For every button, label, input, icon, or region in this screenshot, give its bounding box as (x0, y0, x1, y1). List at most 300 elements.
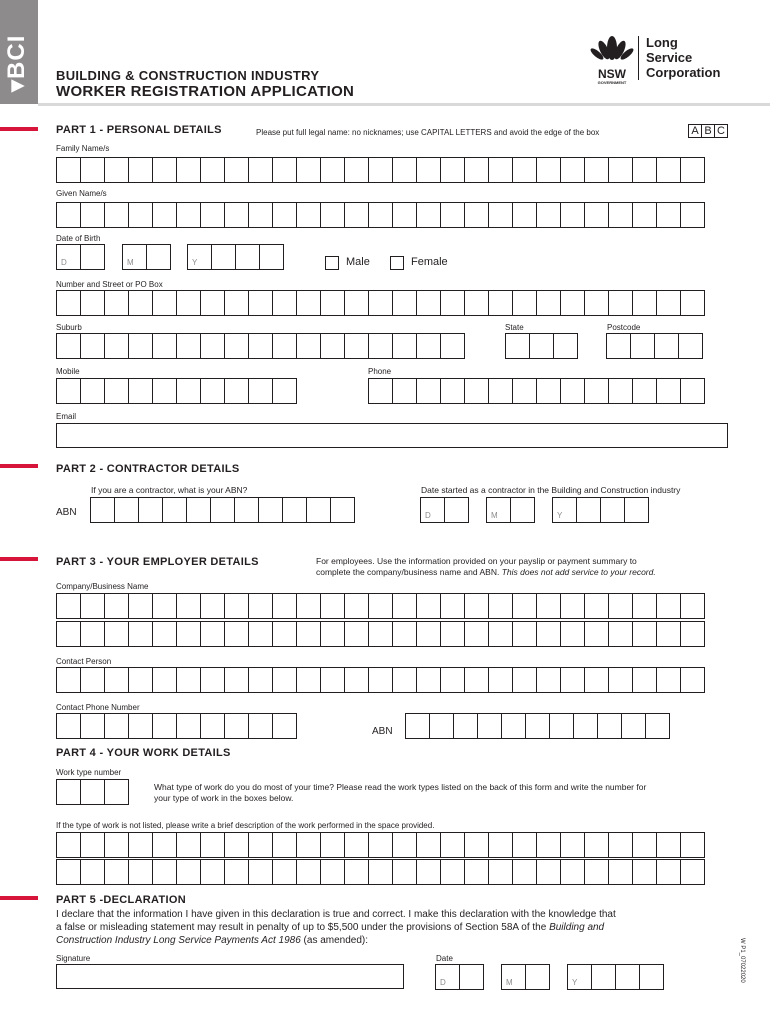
char-box[interactable] (632, 202, 657, 228)
street-field[interactable] (56, 290, 705, 316)
char-box[interactable] (56, 832, 81, 858)
char-box[interactable] (296, 333, 321, 359)
state-field[interactable] (505, 333, 578, 359)
char-box[interactable] (512, 157, 537, 183)
char-box[interactable] (416, 202, 441, 228)
char-box[interactable] (162, 497, 187, 523)
char-box[interactable] (512, 202, 537, 228)
char-box[interactable] (464, 859, 489, 885)
char-box[interactable] (296, 859, 321, 885)
given-name-field[interactable] (56, 202, 705, 228)
char-box[interactable] (80, 713, 105, 739)
char-box[interactable] (330, 497, 355, 523)
char-box[interactable] (560, 593, 585, 619)
char-box[interactable] (368, 378, 393, 404)
char-box[interactable] (80, 593, 105, 619)
char-box[interactable] (248, 290, 273, 316)
char-box[interactable] (56, 157, 81, 183)
char-box[interactable] (505, 333, 530, 359)
family-name-field[interactable] (56, 157, 705, 183)
char-box[interactable] (429, 713, 454, 739)
char-box[interactable] (200, 290, 225, 316)
char-box[interactable] (512, 593, 537, 619)
char-box[interactable] (128, 621, 153, 647)
char-box[interactable] (440, 593, 465, 619)
char-box[interactable] (632, 859, 657, 885)
char-box[interactable] (344, 593, 369, 619)
char-box[interactable] (200, 713, 225, 739)
dob-month-field[interactable] (122, 244, 171, 270)
char-box[interactable] (368, 202, 393, 228)
char-box[interactable] (368, 290, 393, 316)
char-box[interactable] (272, 378, 297, 404)
declaration-date-year[interactable] (567, 964, 664, 990)
char-box[interactable] (248, 202, 273, 228)
char-box[interactable] (176, 832, 201, 858)
char-box[interactable] (608, 202, 633, 228)
char-box[interactable] (200, 333, 225, 359)
char-box[interactable] (440, 667, 465, 693)
char-box[interactable] (416, 290, 441, 316)
char-box[interactable] (282, 497, 307, 523)
char-box[interactable] (104, 713, 129, 739)
char-box[interactable] (104, 202, 129, 228)
char-box[interactable] (224, 859, 249, 885)
char-box[interactable] (632, 667, 657, 693)
char-box[interactable] (584, 832, 609, 858)
char-box[interactable] (608, 593, 633, 619)
char-box[interactable] (488, 202, 513, 228)
char-box[interactable] (176, 667, 201, 693)
char-box[interactable] (584, 290, 609, 316)
char-box[interactable] (248, 859, 273, 885)
dob-year-field[interactable] (187, 244, 284, 270)
char-box[interactable] (392, 378, 417, 404)
char-box[interactable] (272, 333, 297, 359)
char-box[interactable] (632, 621, 657, 647)
char-box[interactable] (296, 157, 321, 183)
char-box[interactable] (536, 202, 561, 228)
char-box[interactable] (512, 290, 537, 316)
employer-abn-field[interactable] (405, 713, 670, 739)
char-box[interactable] (656, 202, 681, 228)
char-box[interactable] (440, 157, 465, 183)
char-box[interactable] (272, 832, 297, 858)
char-box[interactable] (608, 157, 633, 183)
char-box[interactable] (320, 593, 345, 619)
work-type-field[interactable] (56, 779, 129, 805)
char-box[interactable] (80, 832, 105, 858)
char-box[interactable] (56, 202, 81, 228)
char-box[interactable] (416, 378, 441, 404)
contractor-date-year[interactable] (552, 497, 649, 523)
char-box[interactable] (272, 621, 297, 647)
work-description-line1[interactable] (56, 832, 705, 858)
char-box[interactable] (104, 859, 129, 885)
char-box[interactable] (296, 621, 321, 647)
char-box[interactable] (152, 202, 177, 228)
char-box[interactable] (344, 157, 369, 183)
char-box[interactable] (80, 779, 105, 805)
char-box[interactable] (306, 497, 331, 523)
char-box[interactable] (128, 859, 153, 885)
char-box[interactable] (320, 832, 345, 858)
char-box[interactable] (128, 290, 153, 316)
char-box[interactable] (320, 621, 345, 647)
char-box[interactable] (501, 713, 526, 739)
char-box[interactable] (597, 713, 622, 739)
char-box[interactable] (560, 832, 585, 858)
char-box[interactable] (608, 667, 633, 693)
char-box[interactable] (248, 157, 273, 183)
char-box[interactable] (80, 378, 105, 404)
char-box[interactable] (632, 593, 657, 619)
char-box[interactable] (152, 593, 177, 619)
char-box[interactable] (80, 202, 105, 228)
char-box[interactable] (440, 378, 465, 404)
char-box[interactable] (104, 621, 129, 647)
char-box[interactable] (392, 202, 417, 228)
char-box[interactable] (560, 621, 585, 647)
char-box[interactable] (234, 497, 259, 523)
char-box[interactable] (272, 290, 297, 316)
char-box[interactable] (416, 621, 441, 647)
char-box[interactable] (656, 621, 681, 647)
char-box[interactable] (320, 333, 345, 359)
char-box[interactable] (152, 859, 177, 885)
char-box[interactable] (416, 859, 441, 885)
char-box[interactable] (248, 832, 273, 858)
char-box[interactable] (608, 832, 633, 858)
char-box[interactable] (584, 202, 609, 228)
char-box[interactable] (477, 713, 502, 739)
char-box[interactable] (656, 290, 681, 316)
contact-person-field[interactable] (56, 667, 705, 693)
char-box[interactable] (344, 667, 369, 693)
char-box[interactable] (224, 378, 249, 404)
char-box[interactable] (488, 859, 513, 885)
char-box[interactable] (656, 593, 681, 619)
contractor-date-day[interactable] (420, 497, 469, 523)
char-box[interactable] (656, 859, 681, 885)
char-box[interactable] (152, 333, 177, 359)
char-box[interactable] (104, 593, 129, 619)
char-box[interactable] (248, 333, 273, 359)
contact-phone-field[interactable] (56, 713, 297, 739)
char-box[interactable] (248, 713, 273, 739)
char-box[interactable] (680, 667, 705, 693)
char-box[interactable] (632, 378, 657, 404)
char-box[interactable] (464, 157, 489, 183)
char-box[interactable] (320, 667, 345, 693)
char-box[interactable] (632, 290, 657, 316)
char-box[interactable] (176, 378, 201, 404)
char-box[interactable] (152, 713, 177, 739)
char-box[interactable] (656, 832, 681, 858)
char-box[interactable] (320, 290, 345, 316)
char-box[interactable] (224, 157, 249, 183)
char-box[interactable] (392, 859, 417, 885)
char-box[interactable] (560, 859, 585, 885)
char-box[interactable] (536, 593, 561, 619)
char-box[interactable] (680, 157, 705, 183)
char-box[interactable] (296, 832, 321, 858)
char-box[interactable] (104, 157, 129, 183)
char-box[interactable] (464, 667, 489, 693)
char-box[interactable] (128, 667, 153, 693)
char-box[interactable] (464, 832, 489, 858)
char-box[interactable] (80, 290, 105, 316)
char-box[interactable] (368, 333, 393, 359)
char-box[interactable] (224, 333, 249, 359)
char-box[interactable] (152, 157, 177, 183)
char-box[interactable] (488, 832, 513, 858)
char-box[interactable] (464, 621, 489, 647)
char-box[interactable] (296, 667, 321, 693)
char-box[interactable] (632, 157, 657, 183)
char-box[interactable] (186, 497, 211, 523)
char-box[interactable] (678, 333, 703, 359)
char-box[interactable] (104, 832, 129, 858)
char-box[interactable] (584, 378, 609, 404)
char-box[interactable] (488, 667, 513, 693)
char-box[interactable] (200, 378, 225, 404)
char-box[interactable] (80, 859, 105, 885)
declaration-date-month[interactable] (501, 964, 550, 990)
char-box[interactable] (621, 713, 646, 739)
char-box[interactable] (128, 593, 153, 619)
char-box[interactable] (536, 621, 561, 647)
char-box[interactable] (128, 713, 153, 739)
char-box[interactable] (344, 621, 369, 647)
char-box[interactable] (80, 157, 105, 183)
char-box[interactable] (608, 621, 633, 647)
char-box[interactable] (553, 333, 578, 359)
char-box[interactable] (104, 378, 129, 404)
char-box[interactable] (104, 667, 129, 693)
char-box[interactable] (512, 832, 537, 858)
suburb-field[interactable] (56, 333, 465, 359)
char-box[interactable] (344, 333, 369, 359)
char-box[interactable] (440, 333, 465, 359)
char-box[interactable] (512, 667, 537, 693)
char-box[interactable] (392, 621, 417, 647)
char-box[interactable] (680, 859, 705, 885)
char-box[interactable] (104, 290, 129, 316)
signature-field[interactable] (56, 964, 404, 989)
char-box[interactable] (368, 621, 393, 647)
char-box[interactable] (560, 202, 585, 228)
char-box[interactable] (512, 621, 537, 647)
char-box[interactable] (176, 859, 201, 885)
company-field-line1[interactable] (56, 593, 705, 619)
char-box[interactable] (152, 832, 177, 858)
char-box[interactable] (560, 667, 585, 693)
char-box[interactable] (405, 713, 430, 739)
char-box[interactable] (368, 593, 393, 619)
char-box[interactable] (56, 667, 81, 693)
char-box[interactable] (549, 713, 574, 739)
char-box[interactable] (128, 832, 153, 858)
char-box[interactable] (573, 713, 598, 739)
char-box[interactable] (80, 667, 105, 693)
char-box[interactable] (440, 832, 465, 858)
char-box[interactable] (224, 713, 249, 739)
male-checkbox[interactable] (325, 256, 339, 270)
char-box[interactable] (464, 378, 489, 404)
char-box[interactable] (80, 621, 105, 647)
char-box[interactable] (200, 859, 225, 885)
char-box[interactable] (368, 859, 393, 885)
char-box[interactable] (200, 832, 225, 858)
char-box[interactable] (630, 333, 655, 359)
char-box[interactable] (440, 290, 465, 316)
char-box[interactable] (176, 202, 201, 228)
char-box[interactable] (128, 202, 153, 228)
char-box[interactable] (176, 333, 201, 359)
char-box[interactable] (90, 497, 115, 523)
char-box[interactable] (536, 290, 561, 316)
char-box[interactable] (272, 667, 297, 693)
char-box[interactable] (224, 667, 249, 693)
char-box[interactable] (152, 621, 177, 647)
char-box[interactable] (488, 378, 513, 404)
char-box[interactable] (296, 202, 321, 228)
char-box[interactable] (529, 333, 554, 359)
char-box[interactable] (128, 333, 153, 359)
char-box[interactable] (56, 290, 81, 316)
char-box[interactable] (488, 593, 513, 619)
dob-day-field[interactable] (56, 244, 105, 270)
postcode-field[interactable] (606, 333, 703, 359)
char-box[interactable] (56, 859, 81, 885)
char-box[interactable] (344, 290, 369, 316)
char-box[interactable] (248, 378, 273, 404)
char-box[interactable] (560, 378, 585, 404)
char-box[interactable] (584, 157, 609, 183)
char-box[interactable] (56, 713, 81, 739)
char-box[interactable] (248, 621, 273, 647)
char-box[interactable] (464, 202, 489, 228)
char-box[interactable] (536, 157, 561, 183)
char-box[interactable] (200, 202, 225, 228)
char-box[interactable] (654, 333, 679, 359)
char-box[interactable] (536, 859, 561, 885)
char-box[interactable] (584, 593, 609, 619)
char-box[interactable] (453, 713, 478, 739)
char-box[interactable] (272, 713, 297, 739)
declaration-date-day[interactable] (435, 964, 484, 990)
char-box[interactable] (368, 157, 393, 183)
char-box[interactable] (488, 157, 513, 183)
char-box[interactable] (272, 859, 297, 885)
char-box[interactable] (488, 290, 513, 316)
char-box[interactable] (656, 378, 681, 404)
char-box[interactable] (680, 378, 705, 404)
char-box[interactable] (584, 621, 609, 647)
char-box[interactable] (224, 832, 249, 858)
work-description-line2[interactable] (56, 859, 705, 885)
char-box[interactable] (152, 667, 177, 693)
char-box[interactable] (392, 667, 417, 693)
char-box[interactable] (536, 832, 561, 858)
char-box[interactable] (560, 290, 585, 316)
char-box[interactable] (258, 497, 283, 523)
mobile-field[interactable] (56, 378, 297, 404)
char-box[interactable] (176, 290, 201, 316)
char-box[interactable] (680, 621, 705, 647)
company-field-line2[interactable] (56, 621, 705, 647)
char-box[interactable] (680, 290, 705, 316)
char-box[interactable] (656, 667, 681, 693)
char-box[interactable] (368, 667, 393, 693)
char-box[interactable] (392, 832, 417, 858)
char-box[interactable] (128, 378, 153, 404)
char-box[interactable] (344, 832, 369, 858)
char-box[interactable] (680, 202, 705, 228)
char-box[interactable] (224, 593, 249, 619)
char-box[interactable] (128, 157, 153, 183)
char-box[interactable] (344, 859, 369, 885)
char-box[interactable] (224, 290, 249, 316)
char-box[interactable] (488, 621, 513, 647)
char-box[interactable] (200, 621, 225, 647)
char-box[interactable] (464, 290, 489, 316)
char-box[interactable] (272, 593, 297, 619)
char-box[interactable] (680, 832, 705, 858)
char-box[interactable] (392, 157, 417, 183)
char-box[interactable] (176, 157, 201, 183)
char-box[interactable] (536, 378, 561, 404)
char-box[interactable] (114, 497, 139, 523)
char-box[interactable] (608, 290, 633, 316)
char-box[interactable] (392, 593, 417, 619)
char-box[interactable] (176, 593, 201, 619)
char-box[interactable] (560, 157, 585, 183)
char-box[interactable] (272, 202, 297, 228)
email-field[interactable] (56, 423, 728, 448)
char-box[interactable] (200, 593, 225, 619)
char-box[interactable] (224, 621, 249, 647)
char-box[interactable] (56, 378, 81, 404)
char-box[interactable] (680, 593, 705, 619)
contractor-abn-field[interactable] (90, 497, 355, 523)
char-box[interactable] (512, 378, 537, 404)
phone-field[interactable] (368, 378, 705, 404)
char-box[interactable] (210, 497, 235, 523)
char-box[interactable] (56, 593, 81, 619)
char-box[interactable] (176, 621, 201, 647)
char-box[interactable] (138, 497, 163, 523)
char-box[interactable] (296, 593, 321, 619)
char-box[interactable] (606, 333, 631, 359)
char-box[interactable] (224, 202, 249, 228)
char-box[interactable] (152, 378, 177, 404)
char-box[interactable] (272, 157, 297, 183)
char-box[interactable] (632, 832, 657, 858)
char-box[interactable] (645, 713, 670, 739)
char-box[interactable] (656, 157, 681, 183)
char-box[interactable] (608, 859, 633, 885)
char-box[interactable] (368, 832, 393, 858)
char-box[interactable] (200, 157, 225, 183)
char-box[interactable] (104, 333, 129, 359)
char-box[interactable] (152, 290, 177, 316)
char-box[interactable] (320, 202, 345, 228)
char-box[interactable] (525, 713, 550, 739)
char-box[interactable] (104, 779, 129, 805)
char-box[interactable] (608, 378, 633, 404)
